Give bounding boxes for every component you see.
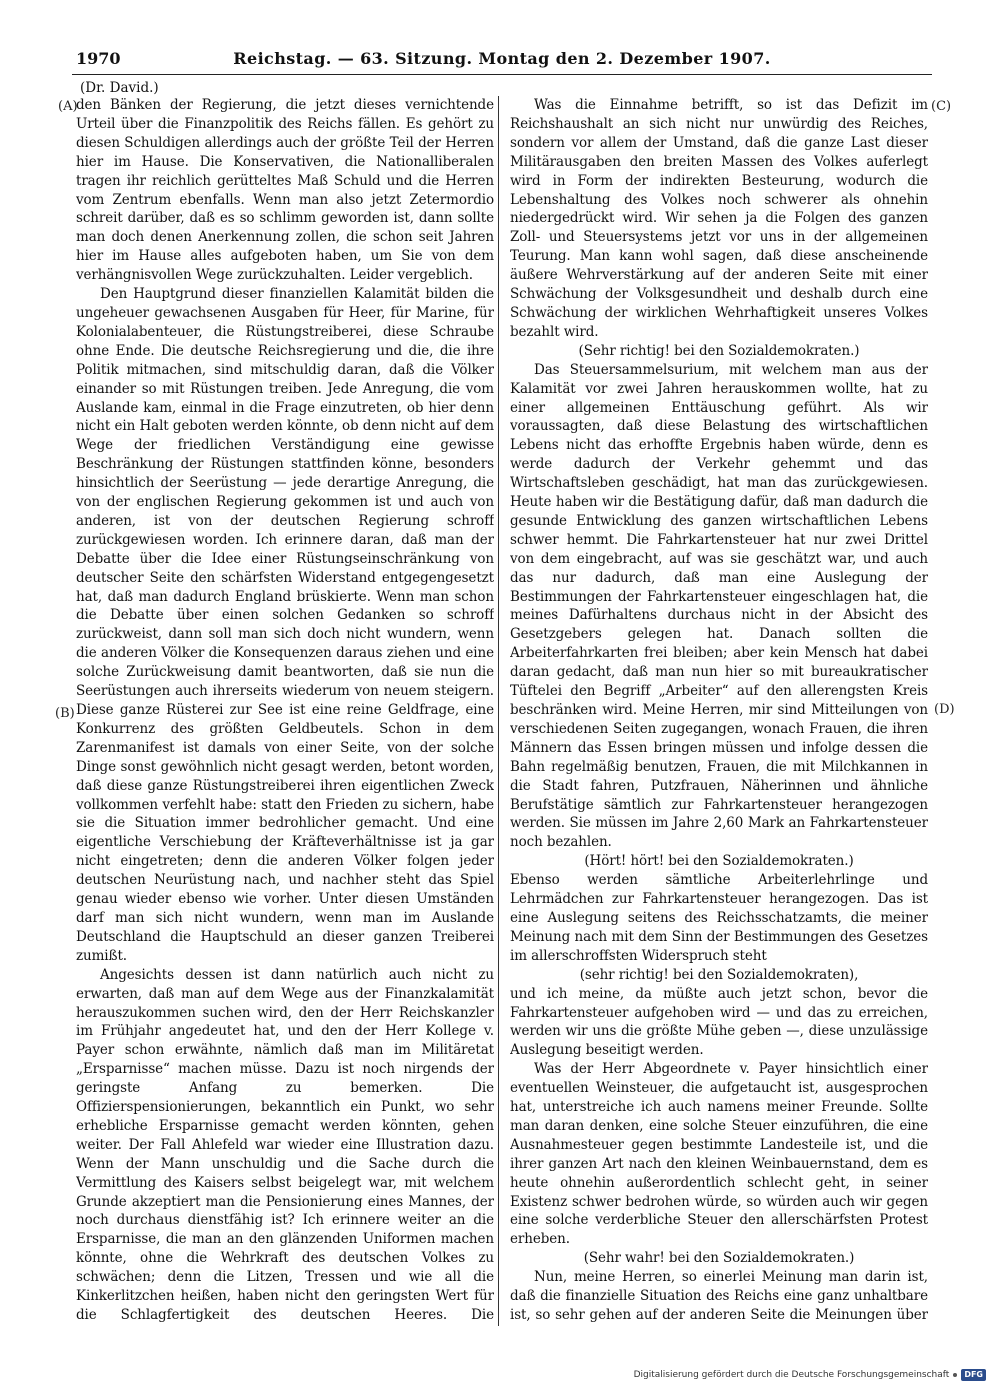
dfg-logo: DFG <box>961 1369 986 1381</box>
margin-marker-d: (D) <box>934 702 955 717</box>
paragraph: und ich meine, da müßte auch jetzt schon, bevor die Fahrkartensteuer aufgehoben wird — und das zu erreichen, werden wir uns die größte Mühe geben —, diese unzulässige Auslegung beseitigt werden. <box>510 985 928 1059</box>
interjection: (sehr richtig! bei den Sozialdemokraten), <box>579 966 859 983</box>
page-title: Reichstag. — 63. Sitzung. Montag den 2. Dezember 1907. <box>233 49 771 68</box>
page-header <box>72 46 932 72</box>
column-divider <box>498 96 499 1326</box>
paragraph: den Bänken der Regierung, die jetzt dieses vernichtende Urteil über die Finanzpolitik des Reichs fällen. Es gehört zu diesen Schuldigen allerdings auch der größte Teil der Herren hier im Hause. Die Konservativen, die Nationalliberalen tragen ihr reichlich gerütteltes Maß Schuld und die Herren vom Zentrum ebenfalls. Wenn man also jetzt Zetermordio schreit darüber, daß es so schlimm geworden ist, dann sollte man doch denen Anerkennung zollen, die schon seit Jahren hier im Hause alles aufgeboten haben, um Sie von dem verhängnisvollen Wege zurückzuhalten. Leider vergeblich. <box>76 97 494 284</box>
footer-text: Digitalisierung gefördert durch die Deutsche Forschungsgemeinschaft <box>633 1370 950 1380</box>
paragraph: Den Hauptgrund dieser finanziellen Kalamität bilden die ungeheuer gewachsenen Ausgaben für Heer, für Marine, für Kolonialabenteuer, die Rüstungstreiberei, diese Schraube ohne Ende. Die deutsche Reichsregierung und die, die ihre Politik mitmachen, sind mitschuldig daran, daß die Völker einander so mit Rüstungen treiben. Jede Anregung, die vom Auslande kam, einmal in die Frage einzutreten, ob hier denn nicht ein Halt geboten werden könnte, ob denn nicht auf dem Wege der friedlichen Verständigung eine gewisse Beschränkung der Rüstungen stattfinden könne, besonders hinsichtlich der Seerüstung — jede derartige Anregung, die von der englischen Regierung gekommen ist und auch von anderen, ist von der deutschen Regierung schroff zurückgewiesen worden. Ich erinnere daran, daß man der Debatte über die Idee einer Rüstungseinschränkung von deutscher Seite den schärfsten Widerstand entgegengesetzt hat, daß man dadurch England brüskierte. Wenn man schon die Debatte über einen solchen Gedanken so schroff zurückweist, dann soll man sich doch nicht wundern, wenn die anderen Völker die Konsequenzen daraus ziehen und eine solche Zurückweisung damit beantworten, daß sie nun die Seerüstungen auch ihrerseits wiederum von neuem steigern. Diese ganze Rüsterei zur See ist eine reine Geldfrage, eine Konkurrenz des größten Geldbeutels. Schon in dem Zarenmanifest ist damals von einer Seite, von der solche Dinge sonst gewöhnlich nicht gesagt werden, betont worden, daß diese ganze Rüstungstreiberei ihren eigentlichen Zweck vollkommen verfehlt habe: statt den Frieden zu sichern, habe sie die Situation immer bedrohlicher gemacht. Und eine eigentliche Verschiebung der Kräfteverhältnisse ist ja gar nicht eingetreten; denn die anderen Völker folgen jeder deutschen Neurüstung nach, und nachher steht das Spiel genau wieder ebenso wie vorher. Unter diesen Umständen darf man sich nicht wundern, wenn man im Auslande Deutschland die Hauptschuld an dieser ganzen Treiberei zumißt. <box>76 286 494 964</box>
paragraph: Nun, meine Herren, so einerlei Meinung man darin ist, daß die finanzielle Situation des Reichs eine ganz unhaltbare ist, so sehr gehen auf der anderen Seite die Meinungen über <box>510 1269 928 1323</box>
digitization-footer <box>634 1369 986 1381</box>
page-number: 1970 <box>76 49 121 68</box>
header-rule <box>72 74 932 75</box>
interjection: (Sehr richtig! bei den Sozialdemokraten.) <box>578 342 860 359</box>
left-column <box>76 96 494 1324</box>
speaker-label: (Dr. David.) <box>80 80 159 96</box>
interjection: (Sehr wahr! bei den Sozialdemokraten.) <box>583 1250 855 1267</box>
paragraph: Das Steuersammelsurium, mit welchem man aus der Kalamität vor zwei Jahren herauskommen wollte, hat zu einer allgemeinen Enttäuschung geführt. Als wir voraussagten, daß diese Belastung des wirtschaftlichen Lebens nicht das erhoffte Ergebnis haben würde, denn es werde dadurch der Verkehr gehemmt und das Wirtschaftsleben geschädigt, hat man das zurückgewiesen. Heute haben wir die Bestätigung dafür, daß man dadurch die gesunde Entwicklung des ganzen wirtschaftlichen Lebens schwer hemmt. Die Fahrkartensteuer hat nur zwei Drittel von dem eingebracht, auf was sie geschätzt war, und auch das nur dadurch, daß man eine Auslegung der Bestimmungen der Fahrkartensteuer eingeschlagen hat, die meines Dafürhaltens durchaus nicht in der Absicht des Gesetzgebers gelegen hat. Danach sollten die Arbeiterfahrkarten frei bleiben; aber kein Mensch hat dabei daran gedacht, daß man nun hier so mit bureaukratischer Tüftelei den Begriff „Arbeiter“ auf den allerengsten Kreis beschränken wird. Meine Herren, mir sind Mitteilungen von verschiedenen Seiten zugegangen, wonach Frauen, die ihren Männern das Essen bringen müssen und infolge dessen die Bahn regelmäßig benutzen, Frauen, die mit Milchkannen in die Stadt fahren, Putzfrauen, Näherinnen und ähnliche Berufstätige sämtlich zur Fahrkartensteuer herangezogen werden. Sie müssen im Jahre 2,60 Mark an Fahrkartensteuer noch bezahlen. <box>510 361 928 851</box>
paragraph: Ebenso werden sämtliche Arbeiterlehrlinge und Lehrmädchen zur Fahrkartensteuer herangezogen. Das ist eine Auslegung seitens des Reichsschatzamts, die meiner Meinung nach mit dem Sinn der Bestimmungen des Gesetzes im allerschroffsten Widerspruch steht <box>510 872 928 964</box>
interjection: (Hört! hört! bei den Sozialdemokraten.) <box>584 853 854 870</box>
paragraph: Was der Herr Abgeordnete v. Payer hinsichtlich einer eventuellen Weinsteuer, die aufgetaucht ist, ausgesprochen hat, unterstreiche ich auch namens meiner Freunde. Sollte man daran denken, eine solche Steuer einzuführen, die eine Ausnahmesteuer gegen bestimmte Landesteile ist, und die ihrer ganzen Art nach den kleinen Weinbauernstand, dem es heute ohnehin außerordentlich schlecht geht, in seiner Existenz schwer bedrohen würde, so würden auch wir gegen eine solche verderbliche Steuer den allerschärfsten Protest erheben. <box>510 1061 928 1248</box>
margin-marker-a: (A) <box>58 99 78 114</box>
paragraph: Angesichts dessen ist dann natürlich auch nicht zu erwarten, daß man auf dem Wege aus der Finanzkalamität herauszukommen suchen wird, den der Herr Reichskanzler im Frühjahr angedeutet hat, und den der Herr Kollege v. Payer schon erwähnte, nämlich daß man im Militäretat „Ersparnisse“ machen müsse. Dazu ist noch nirgends der geringste Anfang zu bemerken. Die Offizierspensionierungen, bekanntlich ein Punkt, wo sehr erhebliche Ersparnisse gemacht werden könnten, gehen weiter. Der Fall Ahlefeld war wieder eine Illustration dazu. Wenn der Mann unschuldig und die Sache durch die Vermittlung des Kaisers selbst beigelegt war, mit welchem Grunde akzeptiert man die Pensionierung eines Mannes, der noch durchaus dienstfähig ist? Ich erinnere weiter an die Ersparnisse, die man an den glänzenden Uniformen machen könnte, ohne die Wehrkraft des deutschen Volkes zu schwächen; denn die Litzen, Tressen und wie all die Kinkerlitzchen heißen, haben nicht den geringsten Wert für die Schlagfertigkeit des deutschen Heeres. Die <box>76 966 494 1323</box>
separator-dot <box>953 1373 957 1377</box>
right-column <box>510 96 928 1324</box>
margin-marker-c: (C) <box>931 99 952 114</box>
paragraph: Was die Einnahme betrifft, so ist das Defizit im Reichshaushalt an sich nicht nur unwürdig des Reiches, sondern vor allem der Umstand, daß die ganze Last dieser Militärausgaben den breiten Massen des Volkes auferlegt wird in Form der indirekten Besteurung, wodurch die Lebenshaltung des Volkes noch schwerer als ohnehin niedergedrückt wird. Wir sehen ja die Folgen des ganzen Zoll- und Steuersystems jetzt vor uns in der allgemeinen Teurung. Man kann wohl sagen, daß diese anscheinende äußere Wehrverstärkung auf der anderen Seite mit einer Schwächung der Volksgesundheit und deshalb durch eine Schwächung der wirklichen Wehrhaftigkeit unseres Volkes bezahlt wird. <box>510 97 928 340</box>
margin-marker-b: (B) <box>55 706 75 721</box>
